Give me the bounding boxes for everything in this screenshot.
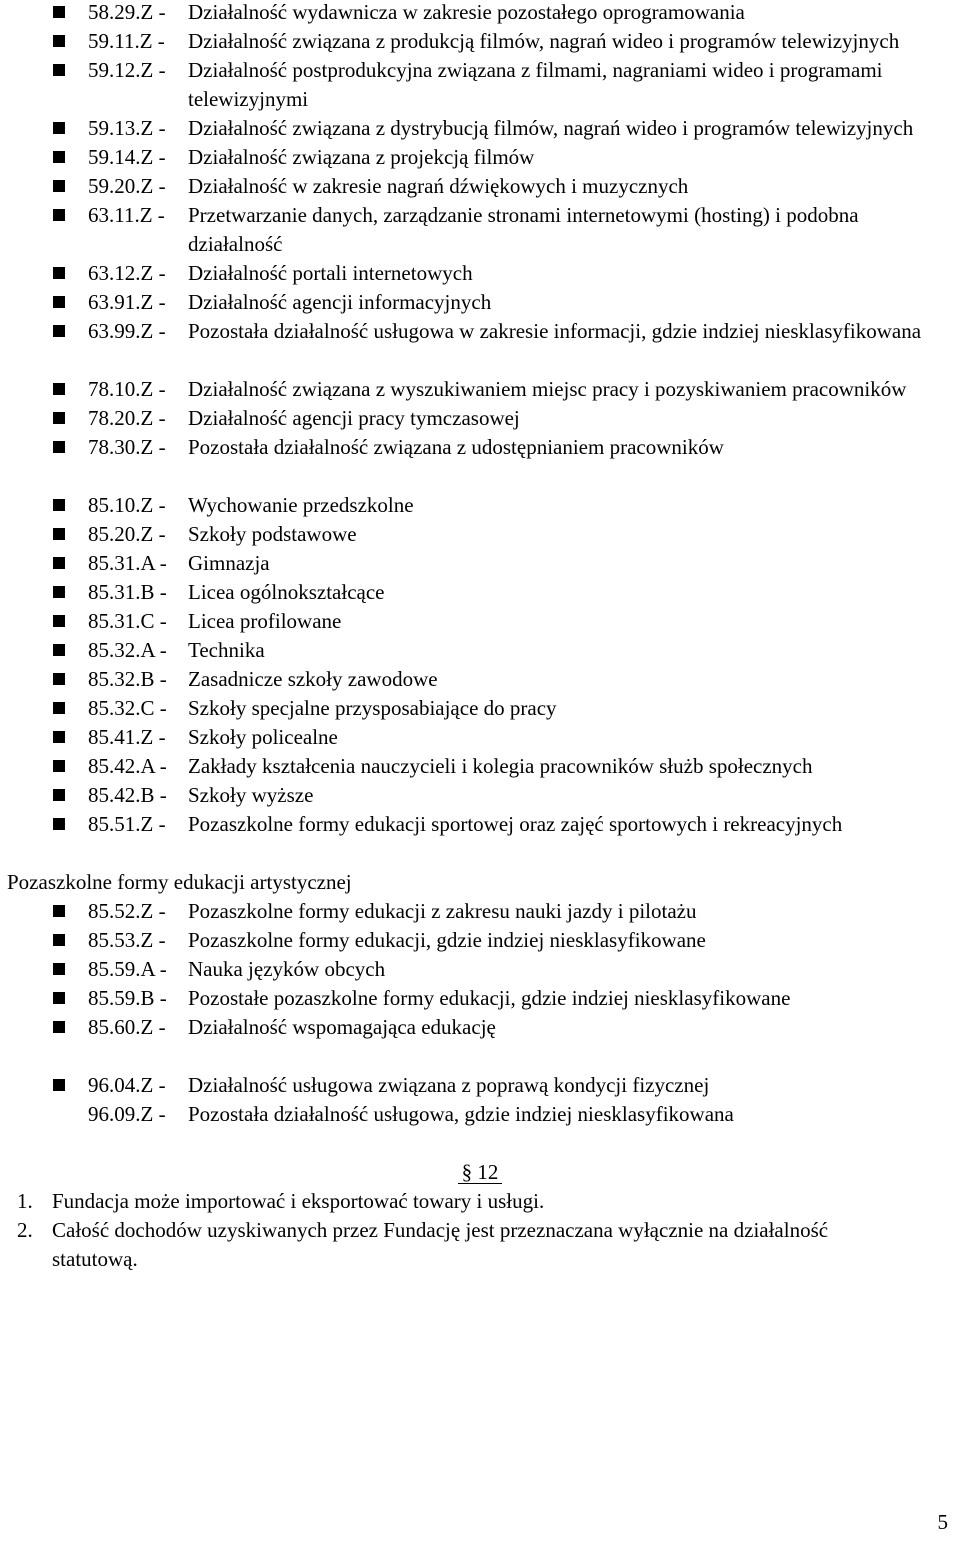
pkd-code: 78.30.Z - bbox=[88, 435, 166, 459]
numbered-item bbox=[0, 1216, 960, 1274]
pkd-code: 85.31.A - bbox=[88, 551, 167, 575]
list-item bbox=[0, 0, 960, 27]
list-item bbox=[0, 1071, 960, 1100]
pkd-description: Pozaszkolne formy edukacji z zakresu nauki jazdy i pilotażu bbox=[188, 899, 697, 923]
list-item bbox=[0, 288, 960, 317]
pkd-description: Działalność związana z produkcją filmów, nagrań wideo i programów telewizyjnych bbox=[188, 29, 900, 53]
numbered-item bbox=[0, 1187, 960, 1216]
square-bullet-icon bbox=[53, 963, 65, 975]
pkd-description: Działalność wspomagająca edukację bbox=[188, 1015, 496, 1039]
square-bullet-icon bbox=[53, 934, 65, 946]
square-bullet-icon bbox=[53, 644, 65, 656]
square-bullet-icon bbox=[53, 905, 65, 917]
pkd-code: 78.10.Z - bbox=[88, 377, 166, 401]
list-item bbox=[0, 114, 960, 143]
list-item bbox=[0, 259, 960, 288]
square-bullet-icon bbox=[53, 499, 65, 511]
list-item bbox=[0, 143, 960, 172]
pkd-description: Działalność portali internetowych bbox=[188, 261, 473, 285]
pkd-code: 59.13.Z - bbox=[88, 116, 166, 140]
numbered-provisions bbox=[0, 1187, 960, 1274]
square-bullet-icon bbox=[53, 992, 65, 1004]
pkd-code: 85.53.Z - bbox=[88, 928, 166, 952]
pkd-description: Działalność związana z projekcją filmów bbox=[188, 145, 535, 169]
pkd-code: 63.91.Z - bbox=[88, 290, 166, 314]
square-bullet-icon bbox=[53, 267, 65, 279]
pkd-code: 59.20.Z - bbox=[88, 174, 166, 198]
square-bullet-icon bbox=[53, 64, 65, 76]
pkd-description: Przetwarzanie danych, zarządzanie stronami internetowymi (hosting) i podobna działalność bbox=[188, 203, 859, 256]
pkd-code: 58.29.Z - bbox=[88, 0, 166, 24]
square-bullet-icon bbox=[53, 6, 65, 18]
pkd-list-employment bbox=[0, 375, 960, 462]
pkd-code: 85.60.Z - bbox=[88, 1015, 166, 1039]
pkd-description: Działalność związana z dystrybucją filmów, nagrań wideo i programów telewizyjnych bbox=[188, 116, 914, 140]
item-number: 1. bbox=[17, 1189, 33, 1213]
paragraph-marker: § 12 bbox=[458, 1161, 503, 1184]
square-bullet-icon bbox=[53, 1108, 65, 1120]
pkd-description: Pozostała działalność usługowa, gdzie indziej niesklasyfikowana bbox=[188, 1102, 734, 1126]
square-bullet-icon bbox=[53, 441, 65, 453]
list-item bbox=[0, 27, 960, 56]
square-bullet-icon bbox=[53, 586, 65, 598]
list-item bbox=[0, 984, 960, 1013]
pkd-code: 85.51.Z - bbox=[88, 812, 166, 836]
pkd-list-artistic-education bbox=[0, 897, 960, 1042]
item-text: Fundacja może importować i eksportować towary i usługi. bbox=[52, 1189, 545, 1213]
square-bullet-icon bbox=[53, 180, 65, 192]
pkd-code: 85.42.B - bbox=[88, 783, 167, 807]
square-bullet-icon bbox=[53, 731, 65, 743]
pkd-description: Licea ogólnokształcące bbox=[188, 580, 385, 604]
pkd-description: Szkoły podstawowe bbox=[188, 522, 357, 546]
pkd-description: Szkoły policealne bbox=[188, 725, 338, 749]
list-item bbox=[0, 897, 960, 926]
pkd-code: 63.11.Z - bbox=[88, 203, 165, 227]
pkd-code: 85.42.A - bbox=[88, 754, 167, 778]
spacer bbox=[0, 1042, 960, 1071]
pkd-description: Działalność związana z wyszukiwaniem miejsc pracy i pozyskiwaniem pracowników bbox=[188, 377, 907, 401]
pkd-description: Pozaszkolne formy edukacji, gdzie indziej niesklasyfikowane bbox=[188, 928, 706, 952]
pkd-description: Zakłady kształcenia nauczycieli i kolegia pracowników służb społecznych bbox=[188, 754, 813, 778]
pkd-code: 85.59.A - bbox=[88, 957, 167, 981]
square-bullet-icon bbox=[53, 702, 65, 714]
spacer bbox=[0, 839, 960, 868]
pkd-description: Nauka języków obcych bbox=[188, 957, 386, 981]
list-item bbox=[0, 491, 960, 520]
square-bullet-icon bbox=[53, 528, 65, 540]
square-bullet-icon bbox=[53, 1021, 65, 1033]
square-bullet-icon bbox=[53, 615, 65, 627]
spacer bbox=[0, 346, 960, 375]
pkd-code: 96.04.Z - bbox=[88, 1073, 166, 1097]
list-item bbox=[0, 1100, 960, 1129]
pkd-code: 85.32.B - bbox=[88, 667, 167, 691]
square-bullet-icon bbox=[53, 789, 65, 801]
square-bullet-icon bbox=[53, 296, 65, 308]
list-item bbox=[0, 201, 960, 259]
pkd-code: 85.20.Z - bbox=[88, 522, 166, 546]
list-item bbox=[0, 665, 960, 694]
page-number: 5 bbox=[937, 1510, 948, 1534]
square-bullet-icon bbox=[53, 673, 65, 685]
list-item bbox=[0, 433, 960, 462]
pkd-description: Technika bbox=[188, 638, 265, 662]
pkd-code: 63.12.Z - bbox=[88, 261, 166, 285]
square-bullet-icon bbox=[53, 1079, 65, 1091]
list-item bbox=[0, 375, 960, 404]
list-item bbox=[0, 607, 960, 636]
square-bullet-icon bbox=[53, 760, 65, 772]
pkd-description: Działalność agencji pracy tymczasowej bbox=[188, 406, 520, 430]
list-item bbox=[0, 810, 960, 839]
pkd-code: 85.59.B - bbox=[88, 986, 167, 1010]
pkd-code: 59.14.Z - bbox=[88, 145, 166, 169]
pkd-description: Działalność postprodukcyjna związana z filmami, nagraniami wideo i programami telewizyjnymi bbox=[188, 58, 883, 111]
pkd-description: Pozaszkolne formy edukacji sportowej oraz zajęć sportowych i rekreacyjnych bbox=[188, 812, 843, 836]
pkd-description: Działalność wydawnicza w zakresie pozostałego oprogramowania bbox=[188, 0, 745, 24]
item-number: 2. bbox=[17, 1218, 33, 1242]
list-item bbox=[0, 317, 960, 346]
pkd-code: 85.32.C - bbox=[88, 696, 167, 720]
list-item bbox=[0, 636, 960, 665]
spacer bbox=[0, 1129, 960, 1158]
pkd-code: 85.10.Z - bbox=[88, 493, 166, 517]
pkd-code: 85.31.B - bbox=[88, 580, 167, 604]
pkd-list-education bbox=[0, 491, 960, 839]
pkd-description: Zasadnicze szkoły zawodowe bbox=[188, 667, 438, 691]
list-item bbox=[0, 520, 960, 549]
list-item bbox=[0, 404, 960, 433]
list-item bbox=[0, 955, 960, 984]
list-item bbox=[0, 926, 960, 955]
pkd-code: 59.12.Z - bbox=[88, 58, 166, 82]
list-item bbox=[0, 1013, 960, 1042]
pkd-code: 63.99.Z - bbox=[88, 319, 166, 343]
square-bullet-icon bbox=[53, 818, 65, 830]
square-bullet-icon bbox=[53, 209, 65, 221]
pkd-description: Pozostała działalność związana z udostępnianiem pracowników bbox=[188, 435, 724, 459]
paragraph-heading bbox=[0, 1158, 960, 1187]
pkd-description: Działalność w zakresie nagrań dźwiękowych i muzycznych bbox=[188, 174, 689, 198]
pkd-list-services bbox=[0, 1071, 960, 1129]
pkd-list-media-it bbox=[0, 0, 960, 346]
item-text: Całość dochodów uzyskiwanych przez Fundację jest przeznaczana wyłącznie na działalność statutową. bbox=[52, 1218, 829, 1271]
pkd-code: 85.52.Z - bbox=[88, 899, 166, 923]
pkd-description: Działalność usługowa związana z poprawą kondycji fizycznej bbox=[188, 1073, 710, 1097]
square-bullet-icon bbox=[53, 151, 65, 163]
spacer bbox=[0, 462, 960, 491]
pkd-code: 96.09.Z - bbox=[88, 1102, 166, 1126]
pkd-code: 78.20.Z - bbox=[88, 406, 166, 430]
section-heading-artistic-education: Pozaszkolne formy edukacji artystycznej bbox=[7, 870, 352, 894]
pkd-description: Szkoły wyższe bbox=[188, 783, 314, 807]
pkd-description: Wychowanie przedszkolne bbox=[188, 493, 414, 517]
square-bullet-icon bbox=[53, 557, 65, 569]
pkd-code: 59.11.Z - bbox=[88, 29, 165, 53]
list-item bbox=[0, 56, 960, 114]
pkd-description: Licea profilowane bbox=[188, 609, 342, 633]
pkd-code: 85.32.A - bbox=[88, 638, 167, 662]
pkd-description: Pozostałe pozaszkolne formy edukacji, gdzie indziej niesklasyfikowane bbox=[188, 986, 791, 1010]
list-item bbox=[0, 549, 960, 578]
square-bullet-icon bbox=[53, 412, 65, 424]
pkd-description: Szkoły specjalne przysposabiające do pracy bbox=[188, 696, 557, 720]
list-item bbox=[0, 723, 960, 752]
square-bullet-icon bbox=[53, 325, 65, 337]
square-bullet-icon bbox=[53, 122, 65, 134]
list-item bbox=[0, 172, 960, 201]
list-item bbox=[0, 578, 960, 607]
list-item bbox=[0, 694, 960, 723]
list-item bbox=[0, 781, 960, 810]
pkd-code: 85.41.Z - bbox=[88, 725, 166, 749]
pkd-description: Działalność agencji informacyjnych bbox=[188, 290, 492, 314]
square-bullet-icon bbox=[53, 383, 65, 395]
pkd-code: 85.31.C - bbox=[88, 609, 167, 633]
pkd-description: Gimnazja bbox=[188, 551, 270, 575]
pkd-description: Pozostała działalność usługowa w zakresie informacji, gdzie indziej niesklasyfikowana bbox=[188, 319, 922, 343]
list-item bbox=[0, 752, 960, 781]
square-bullet-icon bbox=[53, 35, 65, 47]
